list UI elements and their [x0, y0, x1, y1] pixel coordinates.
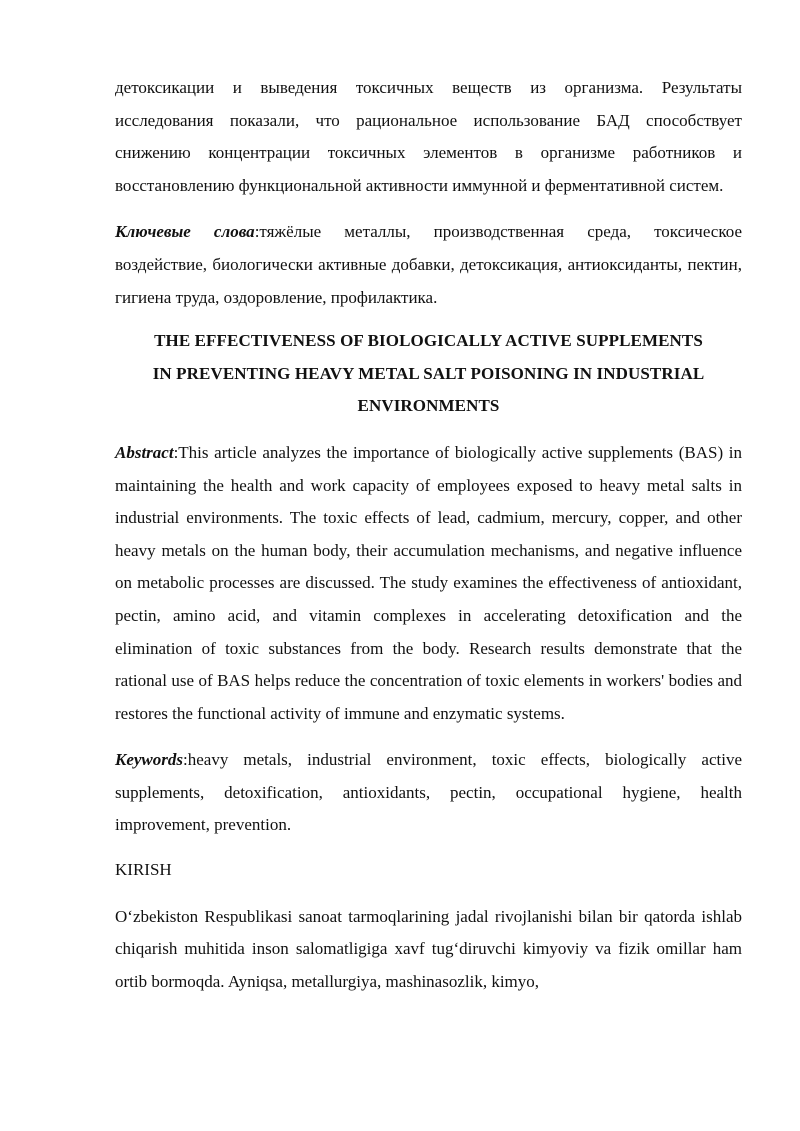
- ru-abstract-tail: детоксикации и выведения токсичных веществ из организма. Результаты исследования показали, что рациональное использование БАД способствует снижению концентрации токсичных элементов в организме работников и восстановлению функциональной активности иммунной и ферментативной систем.: [115, 78, 742, 195]
- ru-keywords: [115, 216, 742, 314]
- keywords-label: Keywords: [115, 750, 183, 770]
- section-heading-kirish: KIRISH: [115, 860, 172, 880]
- english-title-line-2: IN PREVENTING HEAVY METAL SALT POISONING IN INDUSTRIAL: [152, 363, 705, 383]
- intro-paragraph: O‘zbekiston Respublikasi sanoat tarmoqlarining jadal rivojlanishi bilan bir qatorda ishlab chiqarish muhitida inson salomatligiga xavf tug‘diruvchi kimyoviy va fizik omillar ham ortib bormoqda. Ayniqsa, metallurgiya, mashinasozlik, kimyo,: [115, 906, 742, 991]
- keywords-text: :heavy metals, industrial environment, toxic effects, biologically active supplements, detoxification, antioxidants, pectin, occupational hygiene, health improvement, prevention.: [115, 750, 742, 835]
- english-keywords: [115, 744, 742, 842]
- english-title-line-3: ENVIRONMENTS: [357, 396, 500, 416]
- abstract-label: Abstract: [115, 442, 174, 462]
- english-abstract: [115, 437, 742, 730]
- abstract-text: :This article analyzes the importance of biologically active supplements (BAS) in maintaining the health and work capacity of employees exposed to heavy metal salts in industrial environments. The toxic effects of lead, cadmium, mercury, copper, and other heavy metals on the human body, their accumulation mechanisms, and negative influence on metabolic processes are discussed. The study examines the effectiveness of antioxidant, pectin, amino acid, and vitamin complexes in accelerating detoxification and the elimination of toxic substances from the body. Research results demonstrate that the rational use of BAS helps reduce the concentration of toxic elements in workers' bodies and restores the functional activity of immune and enzymatic systems.: [115, 442, 742, 723]
- english-title-line-1: THE EFFECTIVENESS OF BIOLOGICALLY ACTIVE SUPPLEMENTS: [154, 331, 703, 351]
- english-title: [115, 325, 742, 423]
- document-page: [115, 72, 742, 998]
- ru-keywords-label: Ключевые слова: [115, 222, 255, 242]
- ru-keywords-text: :тяжёлые металлы, производственная среда, токсическое воздействие, биологически активные добавки, детоксикация, антиоксиданты, пектин, гигиена труда, оздоровление, профилактика.: [115, 222, 742, 307]
